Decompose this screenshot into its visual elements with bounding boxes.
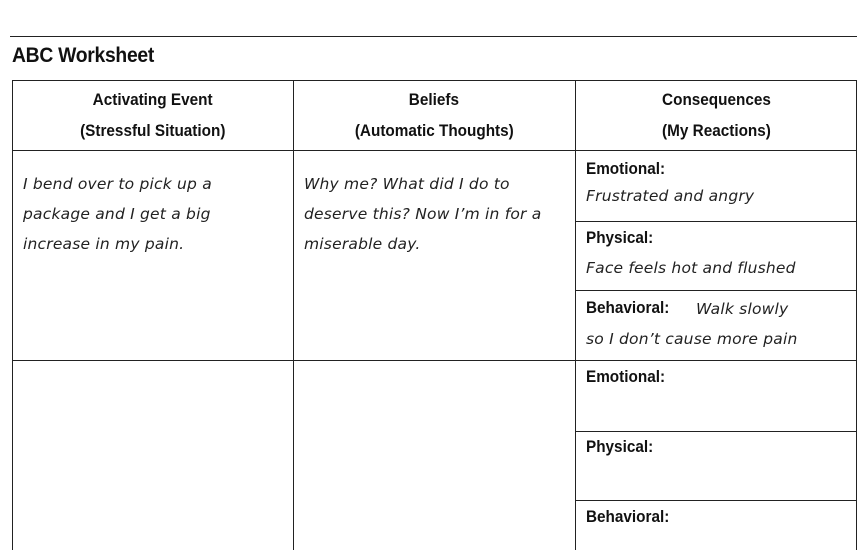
- header-beliefs: [293, 80, 575, 150]
- row1-behavioral-text-1: Walk slowly: [696, 300, 789, 318]
- row1-activating-event: [23, 169, 212, 259]
- consequence-divider-1b: [575, 290, 857, 291]
- row1-beliefs-line: deserve this? Now I’m in for a: [304, 205, 542, 223]
- worksheet-title: ABC Worksheet: [12, 44, 155, 67]
- row1-beliefs-line: miserable day.: [304, 235, 421, 253]
- row1-activating-line: increase in my pain.: [23, 235, 185, 253]
- row1-activating-line: package and I get a big: [23, 205, 211, 223]
- row2-emotional-label: Emotional:: [586, 367, 666, 386]
- header-divider: [12, 150, 857, 151]
- row1-beliefs-line: Why me? What did I do to: [304, 175, 510, 193]
- row1-behavioral-label: Behavioral:: [586, 298, 670, 317]
- row1-emotional-label: Emotional:: [586, 159, 666, 178]
- abc-worksheet-table: [12, 80, 857, 550]
- row1-physical-text: Face feels hot and flushed: [586, 259, 796, 277]
- row1-beliefs: [304, 169, 541, 259]
- consequence-divider-1a: [575, 221, 857, 222]
- header-beliefs-line2: (Automatic Thoughts): [354, 121, 514, 140]
- header-consequences: [575, 80, 857, 150]
- header-activating-line1: Activating Event: [92, 90, 213, 109]
- consequence-divider-2b: [575, 500, 857, 501]
- row2-physical-label: Physical:: [586, 437, 654, 456]
- consequence-divider-2a: [575, 431, 857, 432]
- row1-behavioral-text-2: so I don’t cause more pain: [586, 330, 798, 348]
- row1-activating-line: I bend over to pick up a: [23, 175, 212, 193]
- header-consequences-line2: (My Reactions): [661, 121, 771, 140]
- header-beliefs-line1: Beliefs: [408, 90, 460, 109]
- row-divider: [12, 360, 857, 361]
- header-consequences-line1: Consequences: [661, 90, 771, 109]
- header-activating-event: [12, 80, 293, 150]
- row2-behavioral-label: Behavioral:: [586, 507, 670, 526]
- top-rule: [10, 36, 857, 37]
- row1-emotional-text: Frustrated and angry: [586, 187, 755, 205]
- header-activating-line2: (Stressful Situation): [79, 121, 226, 140]
- row1-physical-label: Physical:: [586, 228, 654, 247]
